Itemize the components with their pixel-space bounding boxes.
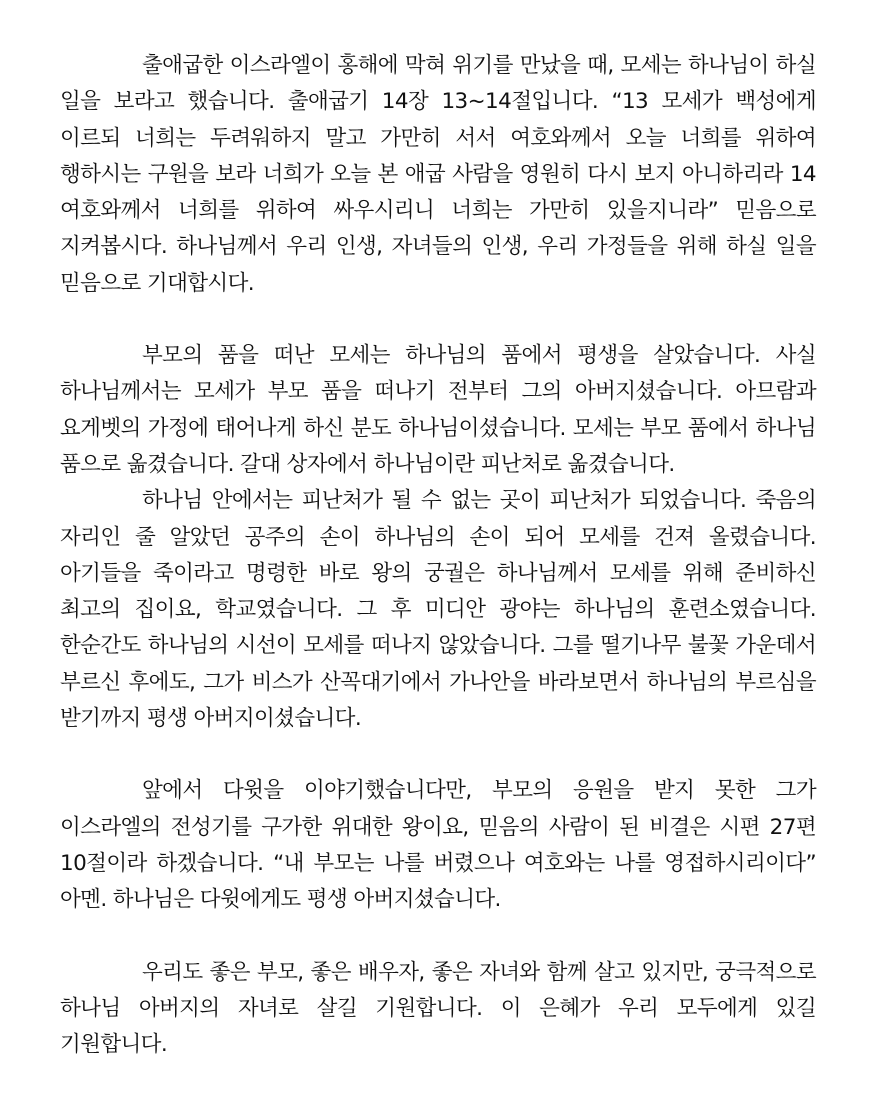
paragraph-god-embrace: 부모의 품을 떠난 모세는 하나님의 품에서 평생을 살았습니다. 사실 하나님께서는 모세가 부모 품을 떠나기 전부터 그의 아버지셨습니다. 아므람과 요게벳의 가정에 태어나게 하신 분도 하나님이셨습니다. 모세는 부모 품에서 하나님 품으로 옮겼습니다. 갈대 상자에서 하나님이란 피난처로 옮겼습니다. — [60, 343, 816, 477]
paragraph-closing-prayer: 우리도 좋은 부모, 좋은 배우자, 좋은 자녀와 함께 살고 있지만, 궁극적으로 하나님 아버지의 자녀로 살길 기원합니다. 이 은혜가 우리 모두에게 있길 기원합니다. — [60, 959, 816, 1058]
paragraph-red-sea: 출애굽한 이스라엘이 홍해에 막혀 위기를 만났을 때, 모세는 하나님이 하실 일을 보라고 했습니다. 출애굽기 14장 13~14절입니다. “13 모세가 백성에게 이르되 너희는 두려워하지 말고 가만히 서서 여호와께서 오늘 너희를 위하여 행하시는 구원을 보라 너희가 오늘 본 애굽 사람을 영원히 다시 보지 아니하리라 14 여호와께서 너희를 위하여 싸우시리니 너희는 가만히 있을지니라” 믿음으로 지켜봅시다. 하나님께서 우리 인생, 자녀들의 인생, 우리 가정들을 위해 하실 일을 믿음으로 기대합시다. — [60, 53, 816, 296]
paragraph-david: 앞에서 다윗을 이야기했습니다만, 부모의 응원을 받지 못한 그가 이스라엘의 전성기를 구가한 위대한 왕이요, 믿음의 사람이 된 비결은 시편 27편 10절이라 하겠습니다. “내 부모는 나를 버렸으나 여호와는 나를 영접하시리이다” 아멘. 하나님은 다윗에게도 평생 아버지셨습니다. — [60, 778, 816, 913]
paragraph-refuge: 하나님 안에서는 피난처가 될 수 없는 곳이 피난처가 되었습니다. 죽음의 자리인 줄 알았던 공주의 손이 하나님의 손이 되어 모세를 건져 올렸습니다. 아기들을 죽이라고 명령한 바로 왕의 궁궐은 하나님께서 모세를 위해 준비하신 최고의 집이요, 학교였습니다. 그 후 미디안 광야는 하나님의 훈련소였습니다. 한순간도 하나님의 시선이 모세를 떠나지 않았습니다. 그를 떨기나무 불꽃 가운데서 부르신 후에도, 그가 비스가 산꼭대기에서 가나안을 바라보면서 하나님의 부르심을 받기까지 평생 아버지이셨습니다. — [60, 488, 816, 732]
document-page — [60, 48, 816, 1063]
paragraph-spacer — [60, 737, 816, 773]
paragraph-spacer — [60, 919, 816, 955]
paragraph-spacer — [60, 302, 816, 338]
